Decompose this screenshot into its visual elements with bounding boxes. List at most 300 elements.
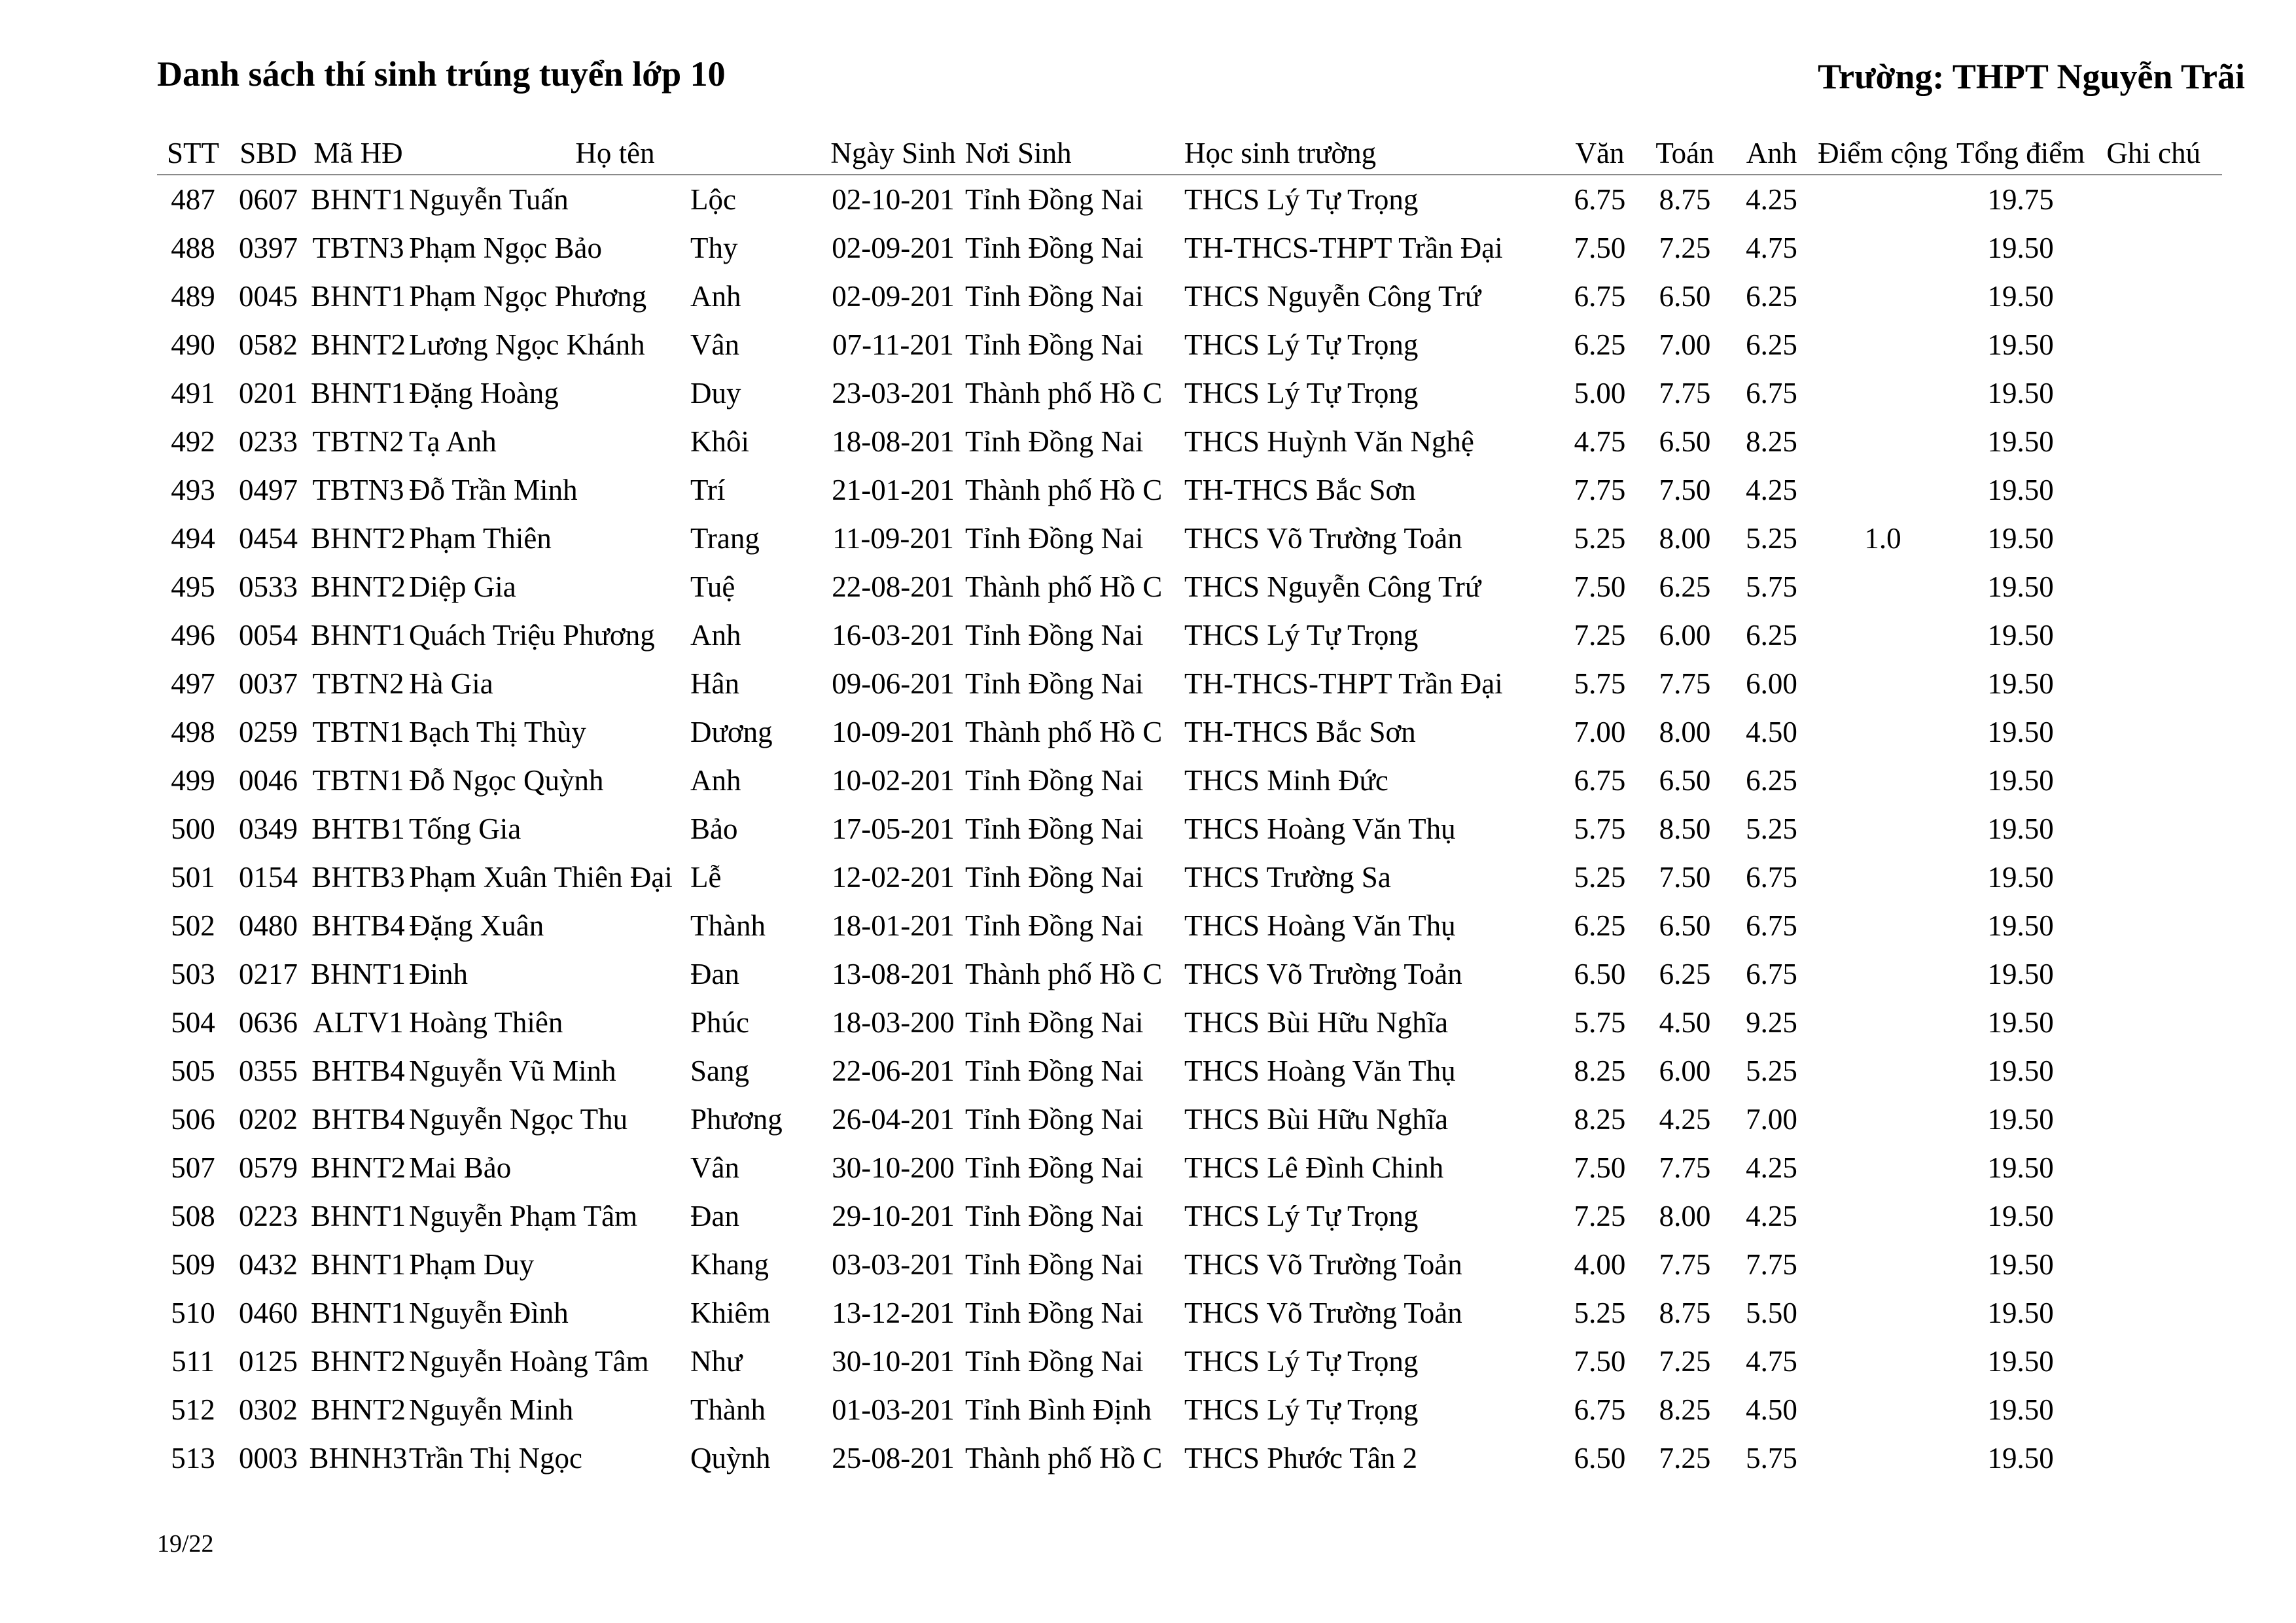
cell-ho-dem: Nguyễn Tuấn xyxy=(409,183,569,216)
cell-ho-dem: Phạm Ngọc Bảo xyxy=(409,232,602,264)
cell-van: 7.50 xyxy=(1574,232,1626,264)
cell-ten: Vân xyxy=(690,328,739,361)
table-row xyxy=(157,901,2222,950)
cell-diem-cong xyxy=(1809,1386,1956,1434)
cell-tong-diem: 19.50 xyxy=(1987,1200,2054,1232)
cell-ma-hd: TBTN1 xyxy=(312,764,404,797)
cell-ngay-sinh: 01-03-201 xyxy=(832,1393,955,1426)
cell-ghi-chu xyxy=(2085,1337,2222,1386)
cell-ghi-chu xyxy=(2085,659,2222,708)
cell-diem-cong xyxy=(1809,272,1956,321)
cell-anh: 4.25 xyxy=(1746,1151,1797,1184)
cell-ho-dem: Nguyễn Ngọc Thu xyxy=(409,1103,628,1136)
school-name: Trường: THPT Nguyễn Trãi xyxy=(1818,57,2245,96)
col-header-noi-sinh: Nơi Sinh xyxy=(965,123,1184,175)
cell-ngay-sinh: 18-03-200 xyxy=(832,1006,955,1039)
cell-sbd: 0125 xyxy=(239,1345,298,1378)
cell-diem-cong xyxy=(1809,611,1956,659)
cell-tong-diem: 19.50 xyxy=(1987,764,2054,797)
cell-ho-dem: Phạm Duy xyxy=(409,1248,535,1281)
cell-hs-truong: THCS Võ Trường Toản xyxy=(1184,1297,1462,1329)
cell-ma-hd: TBTN2 xyxy=(312,425,404,458)
cell-noi-sinh: Tỉnh Đồng Nai xyxy=(965,812,1144,845)
cell-sbd: 0054 xyxy=(239,619,298,652)
cell-ngay-sinh: 23-03-201 xyxy=(832,377,955,410)
cell-sbd: 0355 xyxy=(239,1055,298,1087)
cell-noi-sinh: Tỉnh Đồng Nai xyxy=(965,619,1144,652)
cell-ngay-sinh: 16-03-201 xyxy=(832,619,955,652)
cell-ten: Anh xyxy=(690,280,741,313)
cell-van: 8.25 xyxy=(1574,1103,1626,1136)
cell-sbd: 0154 xyxy=(239,861,298,894)
cell-stt: 503 xyxy=(171,958,215,990)
table-row xyxy=(157,805,2222,853)
cell-toan: 6.00 xyxy=(1659,1055,1711,1087)
cell-sbd: 0217 xyxy=(239,958,298,990)
cell-hs-truong: THCS Lý Tự Trọng xyxy=(1184,328,1419,361)
table-row xyxy=(157,1240,2222,1289)
cell-ngay-sinh: 10-09-201 xyxy=(832,716,955,748)
cell-diem-cong xyxy=(1809,853,1956,901)
cell-toan: 6.50 xyxy=(1659,909,1711,942)
table-row xyxy=(157,708,2222,756)
cell-ho-dem: Nguyễn Đình xyxy=(409,1297,569,1329)
cell-sbd: 0201 xyxy=(239,377,298,410)
cell-toan: 7.25 xyxy=(1659,1345,1711,1378)
cell-ho-dem: Tống Gia xyxy=(409,812,521,845)
cell-ghi-chu xyxy=(2085,1047,2222,1095)
cell-toan: 8.75 xyxy=(1659,183,1711,216)
cell-tong-diem: 19.50 xyxy=(1987,1297,2054,1329)
cell-hs-truong: TH-THCS-THPT Trần Đại xyxy=(1184,232,1503,264)
cell-noi-sinh: Thành phố Hồ C xyxy=(965,570,1163,603)
cell-ma-hd: BHNT1 xyxy=(311,1297,406,1329)
cell-toan: 8.00 xyxy=(1659,716,1711,748)
cell-van: 5.00 xyxy=(1574,377,1626,410)
cell-tong-diem: 19.50 xyxy=(1987,232,2054,264)
cell-anh: 5.25 xyxy=(1746,812,1797,845)
cell-stt: 507 xyxy=(171,1151,215,1184)
cell-stt: 504 xyxy=(171,1006,215,1039)
cell-noi-sinh: Tỉnh Đồng Nai xyxy=(965,280,1144,313)
cell-sbd: 0046 xyxy=(239,764,298,797)
table-row xyxy=(157,175,2222,224)
cell-noi-sinh: Tỉnh Đồng Nai xyxy=(965,328,1144,361)
cell-ho-dem: Phạm Thiên xyxy=(409,522,552,555)
cell-ten: Trang xyxy=(690,522,760,555)
cell-toan: 8.50 xyxy=(1659,812,1711,845)
cell-ho-dem: Đặng Xuân xyxy=(409,909,544,942)
table-row xyxy=(157,417,2222,466)
cell-diem-cong xyxy=(1809,369,1956,417)
col-header-ma-hd: Mã HĐ xyxy=(308,123,409,175)
cell-ten: Dương xyxy=(690,716,773,748)
cell-ma-hd: BHNT1 xyxy=(311,377,406,410)
cell-ten: Khôi xyxy=(690,425,749,458)
cell-ma-hd: BHNT1 xyxy=(311,1248,406,1281)
cell-tong-diem: 19.50 xyxy=(1987,377,2054,410)
cell-tong-diem: 19.50 xyxy=(1987,1393,2054,1426)
cell-ho-dem: Bạch Thị Thùy xyxy=(409,716,586,748)
cell-toan: 8.25 xyxy=(1659,1393,1711,1426)
table-row xyxy=(157,1047,2222,1095)
cell-tong-diem: 19.50 xyxy=(1987,667,2054,700)
col-header-toan: Toán xyxy=(1636,123,1734,175)
table-row xyxy=(157,514,2222,563)
cell-ghi-chu xyxy=(2085,805,2222,853)
cell-diem-cong xyxy=(1809,950,1956,998)
table-row xyxy=(157,1289,2222,1337)
cell-tong-diem: 19.50 xyxy=(1987,280,2054,313)
cell-ghi-chu xyxy=(2085,950,2222,998)
cell-anh: 8.25 xyxy=(1746,425,1797,458)
cell-van: 7.00 xyxy=(1574,716,1626,748)
cell-ghi-chu xyxy=(2085,708,2222,756)
cell-sbd: 0233 xyxy=(239,425,298,458)
cell-diem-cong xyxy=(1809,1289,1956,1337)
cell-ten: Bảo xyxy=(690,812,738,845)
cell-noi-sinh: Tỉnh Đồng Nai xyxy=(965,667,1144,700)
cell-ghi-chu xyxy=(2085,514,2222,563)
cell-ho-dem: Tạ Anh xyxy=(409,425,497,458)
cell-hs-truong: TH-THCS-THPT Trần Đại xyxy=(1184,667,1503,700)
cell-tong-diem: 19.50 xyxy=(1987,1006,2054,1039)
cell-ghi-chu xyxy=(2085,901,2222,950)
cell-stt: 508 xyxy=(171,1200,215,1232)
cell-diem-cong xyxy=(1809,1047,1956,1095)
cell-van: 6.75 xyxy=(1574,764,1626,797)
cell-sbd: 0460 xyxy=(239,1297,298,1329)
cell-van: 8.25 xyxy=(1574,1055,1626,1087)
cell-anh: 7.00 xyxy=(1746,1103,1797,1136)
cell-ma-hd: BHNT1 xyxy=(311,280,406,313)
cell-ten: Phương xyxy=(690,1103,783,1136)
cell-sbd: 0202 xyxy=(239,1103,298,1136)
cell-toan: 7.75 xyxy=(1659,377,1711,410)
cell-ngay-sinh: 12-02-201 xyxy=(832,861,955,894)
cell-ngay-sinh: 17-05-201 xyxy=(832,812,955,845)
cell-ngay-sinh: 18-01-201 xyxy=(832,909,955,942)
cell-toan: 7.75 xyxy=(1659,667,1711,700)
cell-noi-sinh: Tỉnh Đồng Nai xyxy=(965,1200,1144,1232)
col-header-ho-ten: Họ tên xyxy=(409,123,821,175)
cell-tong-diem: 19.50 xyxy=(1987,474,2054,506)
cell-hs-truong: THCS Hoàng Văn Thụ xyxy=(1184,909,1456,942)
cell-anh: 7.75 xyxy=(1746,1248,1797,1281)
cell-ghi-chu xyxy=(2085,272,2222,321)
cell-ngay-sinh: 22-06-201 xyxy=(832,1055,955,1087)
cell-van: 7.25 xyxy=(1574,1200,1626,1232)
cell-ngay-sinh: 13-08-201 xyxy=(832,958,955,990)
cell-noi-sinh: Thành phố Hồ C xyxy=(965,958,1163,990)
cell-noi-sinh: Tỉnh Đồng Nai xyxy=(965,232,1144,264)
cell-tong-diem: 19.50 xyxy=(1987,716,2054,748)
cell-ma-hd: BHTB4 xyxy=(311,1103,405,1136)
cell-sbd: 0037 xyxy=(239,667,298,700)
cell-stt: 511 xyxy=(171,1345,215,1378)
cell-anh: 6.25 xyxy=(1746,764,1797,797)
cell-noi-sinh: Tỉnh Đồng Nai xyxy=(965,861,1144,894)
cell-toan: 8.75 xyxy=(1659,1297,1711,1329)
cell-ma-hd: BHNT2 xyxy=(311,1151,406,1184)
cell-ma-hd: ALTV1 xyxy=(313,1006,404,1039)
cell-stt: 499 xyxy=(171,764,215,797)
table-row xyxy=(157,1192,2222,1240)
cell-stt: 489 xyxy=(171,280,215,313)
cell-hs-truong: THCS Minh Đức xyxy=(1184,764,1388,797)
cell-van: 5.75 xyxy=(1574,1006,1626,1039)
cell-toan: 7.75 xyxy=(1659,1248,1711,1281)
page-title: Danh sách thí sinh trúng tuyển lớp 10 xyxy=(157,54,726,94)
cell-diem-cong xyxy=(1809,1143,1956,1192)
cell-ho-dem: Nguyễn Hoàng Tâm xyxy=(409,1345,649,1378)
cell-van: 6.50 xyxy=(1574,958,1626,990)
cell-van: 4.00 xyxy=(1574,1248,1626,1281)
cell-ten: Sang xyxy=(690,1055,749,1087)
cell-anh: 4.25 xyxy=(1746,183,1797,216)
cell-van: 7.25 xyxy=(1574,619,1626,652)
cell-ten: Tuệ xyxy=(690,570,735,603)
cell-toan: 7.50 xyxy=(1659,861,1711,894)
cell-ho-dem: Lương Ngọc Khánh xyxy=(409,328,645,361)
cell-diem-cong xyxy=(1809,998,1956,1047)
cell-ma-hd: BHTB3 xyxy=(311,861,405,894)
cell-ten: Đan xyxy=(690,1200,739,1232)
cell-stt: 506 xyxy=(171,1103,215,1136)
cell-ten: Vân xyxy=(690,1151,739,1184)
cell-noi-sinh: Tỉnh Đồng Nai xyxy=(965,425,1144,458)
cell-toan: 6.50 xyxy=(1659,764,1711,797)
cell-anh: 5.25 xyxy=(1746,522,1797,555)
cell-hs-truong: THCS Võ Trường Toản xyxy=(1184,522,1462,555)
cell-noi-sinh: Tỉnh Đồng Nai xyxy=(965,1103,1144,1136)
table-row xyxy=(157,1143,2222,1192)
cell-ho-dem: Hoàng Thiên xyxy=(409,1006,563,1039)
cell-anh: 6.00 xyxy=(1746,667,1797,700)
cell-diem-cong xyxy=(1809,224,1956,272)
cell-ma-hd: BHNT2 xyxy=(311,570,406,603)
cell-hs-truong: THCS Lý Tự Trọng xyxy=(1184,183,1419,216)
col-header-stt: STT xyxy=(157,123,229,175)
cell-stt: 502 xyxy=(171,909,215,942)
cell-hs-truong: THCS Lý Tự Trọng xyxy=(1184,1393,1419,1426)
cell-ghi-chu xyxy=(2085,611,2222,659)
cell-sbd: 0432 xyxy=(239,1248,298,1281)
cell-ho-dem: Nguyễn Minh xyxy=(409,1393,574,1426)
cell-sbd: 0579 xyxy=(239,1151,298,1184)
cell-ma-hd: TBTN3 xyxy=(312,474,404,506)
cell-toan: 7.25 xyxy=(1659,1442,1711,1475)
col-header-ghi-chu: Ghi chú xyxy=(2085,123,2222,175)
cell-ten: Đan xyxy=(690,958,739,990)
table-row xyxy=(157,659,2222,708)
table-row xyxy=(157,1434,2222,1482)
cell-ghi-chu xyxy=(2085,1240,2222,1289)
table-row xyxy=(157,998,2222,1047)
cell-stt: 509 xyxy=(171,1248,215,1281)
cell-ghi-chu xyxy=(2085,1095,2222,1143)
cell-tong-diem: 19.50 xyxy=(1987,1442,2054,1475)
cell-ghi-chu xyxy=(2085,1386,2222,1434)
cell-stt: 505 xyxy=(171,1055,215,1087)
cell-noi-sinh: Tỉnh Đồng Nai xyxy=(965,1345,1144,1378)
cell-stt: 496 xyxy=(171,619,215,652)
cell-tong-diem: 19.50 xyxy=(1987,1151,2054,1184)
cell-noi-sinh: Tỉnh Đồng Nai xyxy=(965,1055,1144,1087)
cell-van: 7.75 xyxy=(1574,474,1626,506)
cell-tong-diem: 19.50 xyxy=(1987,861,2054,894)
cell-anh: 5.50 xyxy=(1746,1297,1797,1329)
page-number: 19/22 xyxy=(157,1530,214,1558)
cell-sbd: 0636 xyxy=(239,1006,298,1039)
cell-anh: 6.75 xyxy=(1746,958,1797,990)
cell-ngay-sinh: 26-04-201 xyxy=(832,1103,955,1136)
cell-diem-cong xyxy=(1809,563,1956,611)
cell-hs-truong: THCS Trường Sa xyxy=(1184,861,1391,894)
table-row xyxy=(157,756,2222,805)
cell-ten: Thy xyxy=(690,232,738,264)
col-header-van: Văn xyxy=(1564,123,1636,175)
cell-van: 5.75 xyxy=(1574,667,1626,700)
cell-toan: 7.25 xyxy=(1659,232,1711,264)
cell-ho-dem: Nguyễn Phạm Tâm xyxy=(409,1200,638,1232)
table-row xyxy=(157,1095,2222,1143)
col-header-sbd: SBD xyxy=(229,123,308,175)
cell-van: 4.75 xyxy=(1574,425,1626,458)
cell-tong-diem: 19.50 xyxy=(1987,812,2054,845)
cell-ho-dem: Quách Triệu Phương xyxy=(409,619,655,652)
table-row xyxy=(157,1337,2222,1386)
cell-ho-dem: Hà Gia xyxy=(409,667,493,700)
cell-ten: Trí xyxy=(690,474,726,506)
cell-ho-dem: Phạm Xuân Thiên Đại xyxy=(409,861,673,894)
cell-ho-dem: Mai Bảo xyxy=(409,1151,512,1184)
cell-toan: 6.50 xyxy=(1659,425,1711,458)
table-row xyxy=(157,466,2222,514)
cell-noi-sinh: Tỉnh Bình Định xyxy=(965,1393,1152,1426)
cell-ngay-sinh: 02-09-201 xyxy=(832,280,955,313)
cell-anh: 6.75 xyxy=(1746,377,1797,410)
cell-ghi-chu xyxy=(2085,1143,2222,1192)
cell-van: 6.25 xyxy=(1574,328,1626,361)
cell-stt: 495 xyxy=(171,570,215,603)
cell-ten: Thành xyxy=(690,909,766,942)
cell-toan: 4.50 xyxy=(1659,1006,1711,1039)
cell-ghi-chu xyxy=(2085,224,2222,272)
cell-anh: 5.75 xyxy=(1746,570,1797,603)
cell-toan: 7.50 xyxy=(1659,474,1711,506)
cell-diem-cong xyxy=(1809,466,1956,514)
cell-van: 7.50 xyxy=(1574,1345,1626,1378)
cell-diem-cong xyxy=(1809,756,1956,805)
cell-ma-hd: BHNT2 xyxy=(311,328,406,361)
cell-anh: 6.75 xyxy=(1746,861,1797,894)
cell-anh: 6.75 xyxy=(1746,909,1797,942)
cell-tong-diem: 19.50 xyxy=(1987,909,2054,942)
cell-ghi-chu xyxy=(2085,1434,2222,1482)
cell-van: 5.25 xyxy=(1574,861,1626,894)
cell-diem-cong xyxy=(1809,1192,1956,1240)
cell-sbd: 0259 xyxy=(239,716,298,748)
cell-ma-hd: BHNT1 xyxy=(311,183,406,216)
cell-ngay-sinh: 11-09-201 xyxy=(832,522,954,555)
cell-ngay-sinh: 09-06-201 xyxy=(832,667,955,700)
cell-ngay-sinh: 02-09-201 xyxy=(832,232,955,264)
cell-diem-cong xyxy=(1809,175,1956,224)
cell-sbd: 0582 xyxy=(239,328,298,361)
cell-noi-sinh: Thành phố Hồ C xyxy=(965,1442,1163,1475)
cell-van: 6.75 xyxy=(1574,280,1626,313)
table-row xyxy=(157,224,2222,272)
cell-stt: 512 xyxy=(171,1393,215,1426)
cell-van: 6.25 xyxy=(1574,909,1626,942)
cell-anh: 5.25 xyxy=(1746,1055,1797,1087)
cell-ten: Quỳnh xyxy=(690,1442,771,1475)
cell-ngay-sinh: 07-11-201 xyxy=(832,328,954,361)
cell-ma-hd: BHTB4 xyxy=(311,1055,405,1087)
cell-diem-cong xyxy=(1809,1434,1956,1482)
cell-noi-sinh: Tỉnh Đồng Nai xyxy=(965,909,1144,942)
cell-sbd: 0003 xyxy=(239,1442,298,1475)
cell-ho-dem: Đỗ Trần Minh xyxy=(409,474,578,506)
col-header-diem-cong: Điểm cộng xyxy=(1809,123,1956,175)
cell-stt: 488 xyxy=(171,232,215,264)
table-row xyxy=(157,272,2222,321)
cell-diem-cong xyxy=(1809,708,1956,756)
cell-anh: 6.25 xyxy=(1746,619,1797,652)
cell-ma-hd: BHNT1 xyxy=(311,958,406,990)
cell-ngay-sinh: 30-10-200 xyxy=(832,1151,955,1184)
cell-hs-truong: THCS Lý Tự Trọng xyxy=(1184,619,1419,652)
table-body xyxy=(157,175,2222,1482)
cell-noi-sinh: Tỉnh Đồng Nai xyxy=(965,1297,1144,1329)
cell-sbd: 0533 xyxy=(239,570,298,603)
cell-van: 6.50 xyxy=(1574,1442,1626,1475)
cell-ngay-sinh: 18-08-201 xyxy=(832,425,955,458)
cell-ma-hd: BHNT1 xyxy=(311,619,406,652)
cell-tong-diem: 19.50 xyxy=(1987,425,2054,458)
cell-stt: 491 xyxy=(171,377,215,410)
cell-ngay-sinh: 13-12-201 xyxy=(832,1297,955,1329)
cell-ma-hd: BHNT1 xyxy=(311,1200,406,1232)
cell-tong-diem: 19.50 xyxy=(1987,570,2054,603)
cell-tong-diem: 19.50 xyxy=(1987,619,2054,652)
cell-hs-truong: TH-THCS Bắc Sơn xyxy=(1184,716,1416,748)
cell-ma-hd: BHTB4 xyxy=(311,909,405,942)
cell-noi-sinh: Tỉnh Đồng Nai xyxy=(965,1151,1144,1184)
cell-ma-hd: TBTN3 xyxy=(312,232,404,264)
cell-ghi-chu xyxy=(2085,369,2222,417)
cell-hs-truong: THCS Võ Trường Toản xyxy=(1184,1248,1462,1281)
cell-ghi-chu xyxy=(2085,998,2222,1047)
cell-diem-cong xyxy=(1809,1095,1956,1143)
cell-diem-cong xyxy=(1809,417,1956,466)
cell-tong-diem: 19.75 xyxy=(1987,183,2054,216)
cell-stt: 513 xyxy=(171,1442,215,1475)
table-row xyxy=(157,321,2222,369)
cell-ten: Anh xyxy=(690,764,741,797)
cell-ma-hd: TBTN2 xyxy=(312,667,404,700)
cell-ten: Khiêm xyxy=(690,1297,771,1329)
cell-tong-diem: 19.50 xyxy=(1987,1103,2054,1136)
cell-ten: Anh xyxy=(690,619,741,652)
admission-table xyxy=(157,123,2222,1482)
cell-hs-truong: THCS Võ Trường Toản xyxy=(1184,958,1462,990)
cell-sbd: 0480 xyxy=(239,909,298,942)
cell-ma-hd: BHNT2 xyxy=(311,1393,406,1426)
cell-noi-sinh: Tỉnh Đồng Nai xyxy=(965,522,1144,555)
cell-ghi-chu xyxy=(2085,175,2222,224)
